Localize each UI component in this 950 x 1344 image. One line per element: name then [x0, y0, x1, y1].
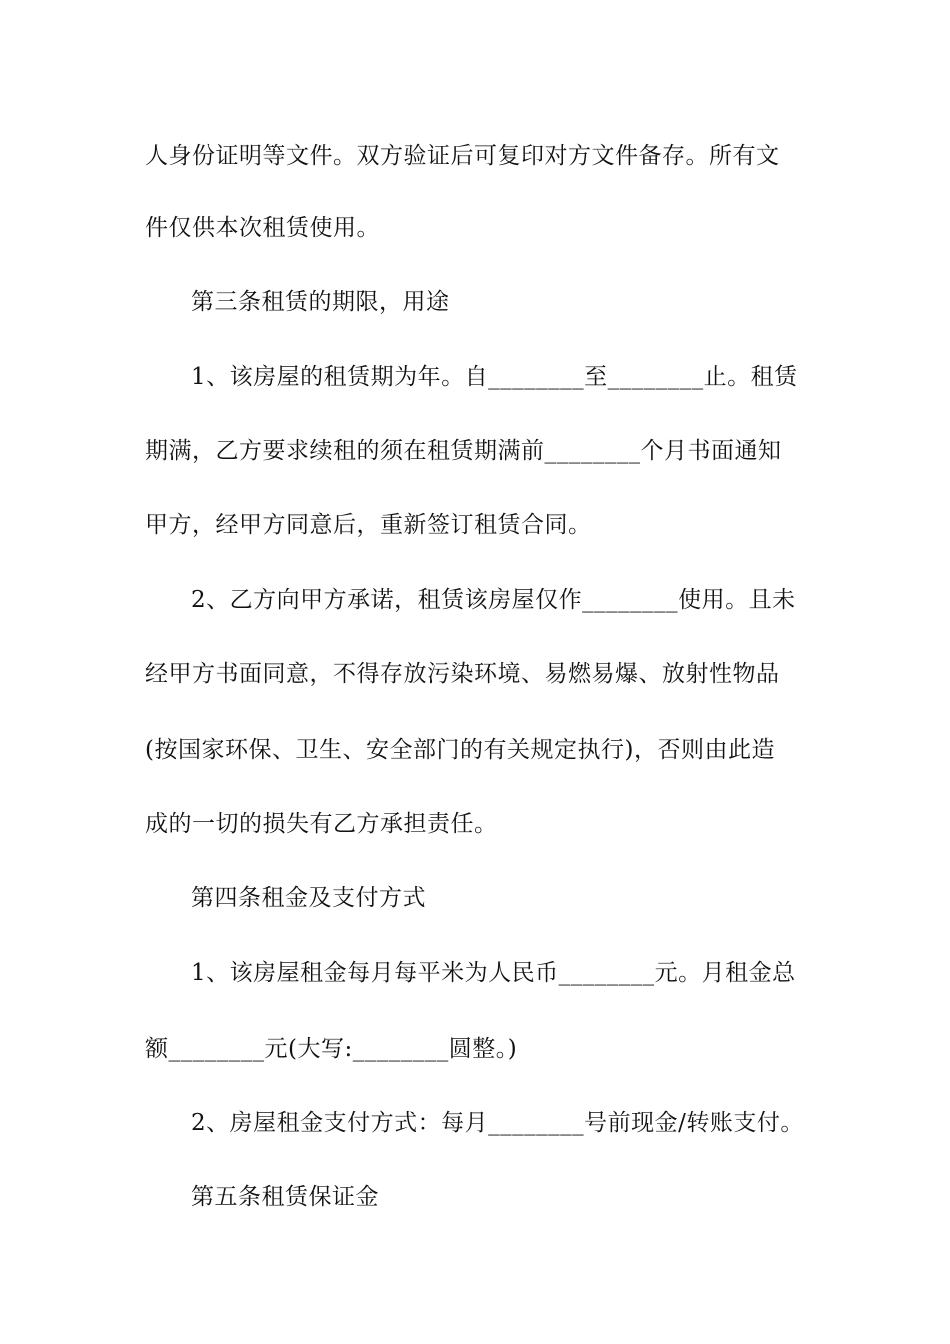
- paragraph-line: 经甲方书面同意，不得存放污染环境、易燃易爆、放射性物品: [145, 661, 780, 687]
- paragraph-line: 成的一切的损失有乙方承担责任。: [145, 811, 498, 837]
- paragraph-line: 人身份证明等文件。双方验证后可复印对方文件备存。所有文: [145, 143, 780, 169]
- section-heading-article-5: 第五条租赁保证金: [191, 1184, 379, 1210]
- section-heading-article-3: 第三条租赁的期限，用途: [191, 289, 450, 315]
- paragraph-line: 2、房屋租金支付方式：每月________号前现金/转账支付。: [191, 1110, 804, 1136]
- section-heading-article-4: 第四条租金及支付方式: [191, 885, 426, 911]
- paragraph-line: 2、乙方向甲方承诺，租赁该房屋仅作________使用。且未: [191, 587, 796, 613]
- paragraph-line: 额________元(大写:________圆整。): [145, 1036, 518, 1062]
- paragraph-line: 1、该房屋的租赁期为年。自________至________止。租赁: [191, 364, 798, 390]
- paragraph-line: 甲方，经甲方同意后，重新签订租赁合同。: [145, 512, 592, 538]
- paragraph-line: 1、该房屋租金每月每平米为人民币________元。月租金总: [191, 960, 796, 986]
- paragraph-line: 件仅供本次租赁使用。: [145, 215, 380, 241]
- paragraph-line: (按国家环保、卫生、安全部门的有关规定执行)，否则由此造: [145, 737, 775, 763]
- paragraph-line: 期满，乙方要求续租的须在租赁期满前________个月书面通知: [145, 438, 782, 464]
